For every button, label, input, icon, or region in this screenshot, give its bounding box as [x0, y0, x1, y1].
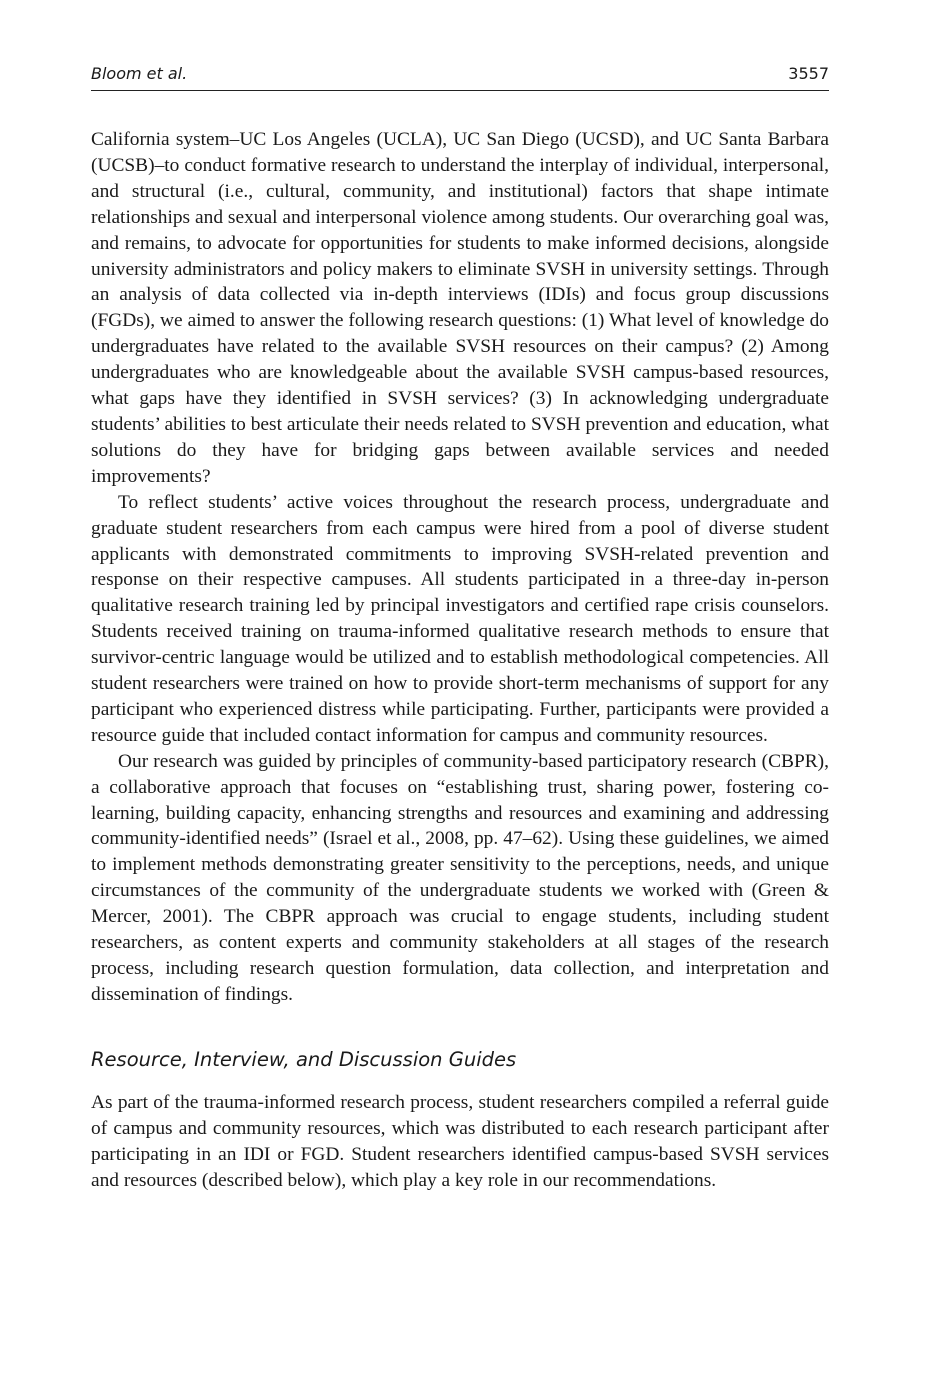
body-paragraph: Our research was guided by principles of community-based participatory research (CBPR), a collaborative approach that focuses on “establishing trust, sharing power, fostering co-learning, building capacity, enhancing strengths and resources and examining and addressing community-identified needs” (Israel et al., 2008, pp. 47–62). Using these guidelines, we aimed to implement methods demonstrating greater sensitivity to the perceptions, needs, and unique circumstances of the community of the undergraduate students we worked with (Green & Mercer, 2001). The CBPR approach was crucial to engage students, including student researchers, as content experts and community stakeholders at all stages of the research process, including research question formulation, data collection, and interpretation and dissemination of findings.	[91, 750, 829, 1005]
page-number: 3557	[788, 64, 829, 83]
body-paragraph: California system–UC Los Angeles (UCLA), UC San Diego (UCSD), and UC Santa Barbara (UCSB)–to conduct formative research to understand the interplay of individual, interpersonal, and structural (i.e., cultural, community, and institutional) factors that shape intimate relationships and sexual and interpersonal violence among students. Our overarching goal was, and remains, to advocate for opportunities for students to make informed decisions, alongside university administrators and policy makers to eliminate SVSH in university settings. Through an analysis of data collected via in-depth interviews (IDIs) and focus group discussions (FGDs), we aimed to answer the following research questions: (1) What level of knowledge do undergraduates have related to the available SVSH resources on their campus? (2) Among undergraduates who are knowledgeable about the available SVSH campus-based resources, what gaps have they identified in SVSH services? (3) In acknowledging undergraduate students’ abilities to best articulate their needs related to SVSH prevention and education, what solutions do they have for bridging gaps between available services and needed improvements?	[91, 129, 829, 487]
running-head-authors: Bloom et al.	[91, 64, 188, 83]
article-body	[91, 127, 829, 1193]
running-head	[91, 60, 829, 91]
section-heading: Resource, Interview, and Discussion Guides	[91, 1047, 517, 1071]
body-paragraph: To reflect students’ active voices throughout the research process, undergraduate and graduate student researchers from each campus were hired from a pool of diverse student applicants with demonstrated commitments to improving SVSH-related prevention and response on their respective campuses. All students participated in a three-day in-person qualitative research training led by principal investigators and certified rape crisis counselors. Students received training on trauma-informed qualitative research methods to ensure that survivor-centric language would be utilized and to establish methodological competencies. All student researchers were trained on how to provide short-term mechanisms of support for any participant who experienced distress while participating. Further, participants were provided a resource guide that included contact information for campus and community resources.	[91, 491, 829, 746]
section-paragraph: As part of the trauma-informed research process, student researchers compiled a referral guide of campus and community resources, which was distributed to each research participant after participating in an IDI or FGD. Student researchers identified campus-based SVSH services and resources (described below), which play a key role in our recommendations.	[91, 1091, 829, 1191]
